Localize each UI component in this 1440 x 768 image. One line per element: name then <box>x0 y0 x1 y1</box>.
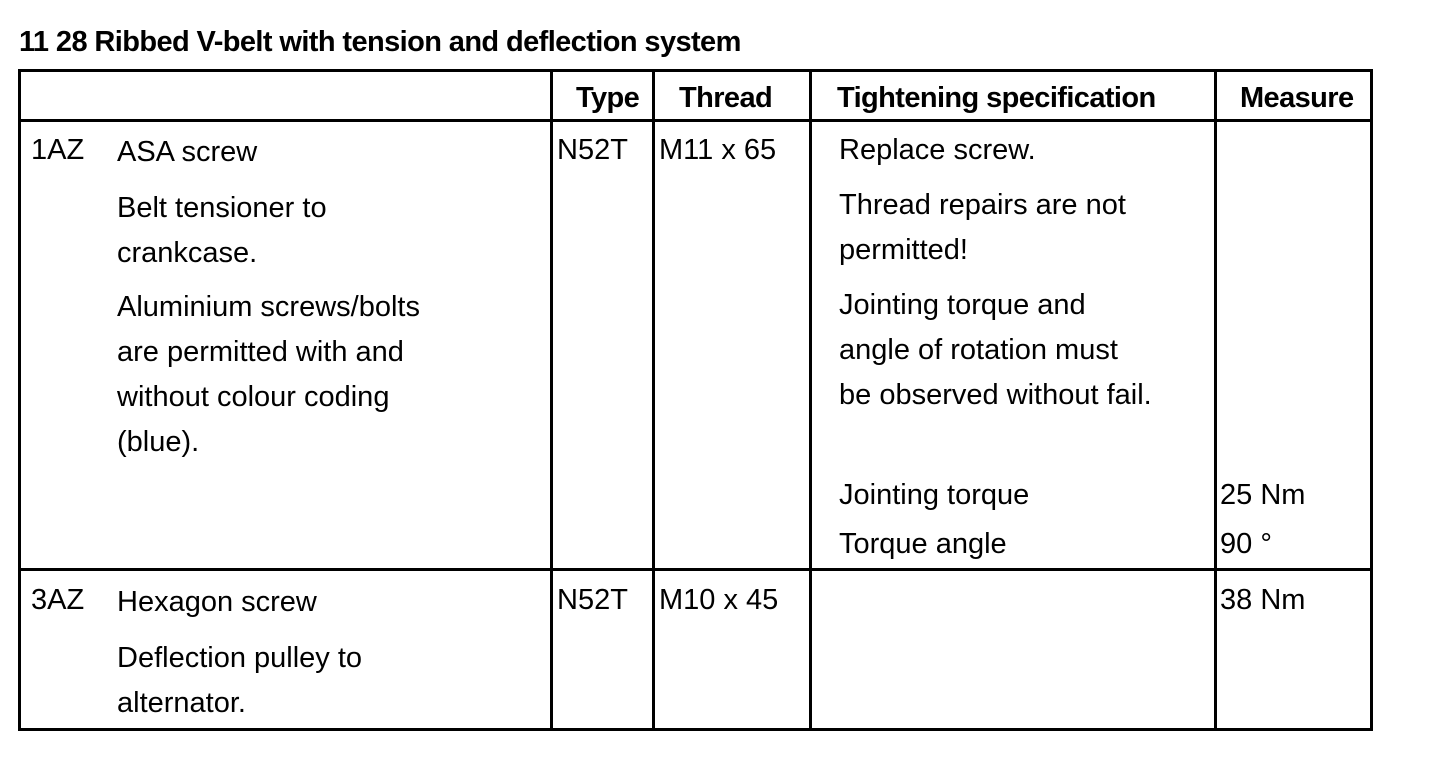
row-item-name: Hexagon screw <box>117 586 317 618</box>
header-divider <box>21 119 1370 122</box>
column-divider <box>809 72 812 728</box>
spec-jointing-torque-label: Jointing torque <box>839 479 1030 511</box>
row-note: Aluminium screws/bolts are permitted with and without colour coding (blue). <box>117 291 420 458</box>
measure-torque: 38 Nm <box>1220 584 1306 616</box>
row-divider <box>21 568 1370 571</box>
row-type: N52T <box>557 134 628 166</box>
column-divider <box>1214 72 1217 728</box>
header-thread: Thread <box>679 82 773 114</box>
row-thread: M11 x 65 <box>659 134 777 166</box>
row-id: 3AZ <box>31 584 85 616</box>
header-tightening-specification: Tightening specification <box>837 82 1156 114</box>
spec-observe-note: Jointing torque and angle of rotation must be observed without fail. <box>839 289 1152 411</box>
page-title: 11 28 Ribbed V-belt with tension and deflection system <box>19 26 741 58</box>
row-description: Deflection pulley to alternator. <box>117 642 363 719</box>
row-thread: M10 x 45 <box>659 584 779 616</box>
measure-torque-angle: 90 ° <box>1220 528 1272 560</box>
row-description: Belt tensioner to crankcase. <box>117 192 327 269</box>
spec-replace-screw: Replace screw. <box>839 134 1036 166</box>
header-measure: Measure <box>1240 82 1354 114</box>
spec-thread-repairs: Thread repairs are not permitted! <box>839 189 1126 266</box>
row-item-name: ASA screw <box>117 136 258 168</box>
spec-torque-angle-label: Torque angle <box>839 528 1007 560</box>
column-divider <box>652 72 655 728</box>
header-type: Type <box>576 82 640 114</box>
row-id: 1AZ <box>31 134 85 166</box>
measure-jointing-torque: 25 Nm <box>1220 479 1306 511</box>
torque-table <box>18 69 1373 731</box>
column-divider <box>550 72 553 728</box>
row-type: N52T <box>557 584 628 616</box>
